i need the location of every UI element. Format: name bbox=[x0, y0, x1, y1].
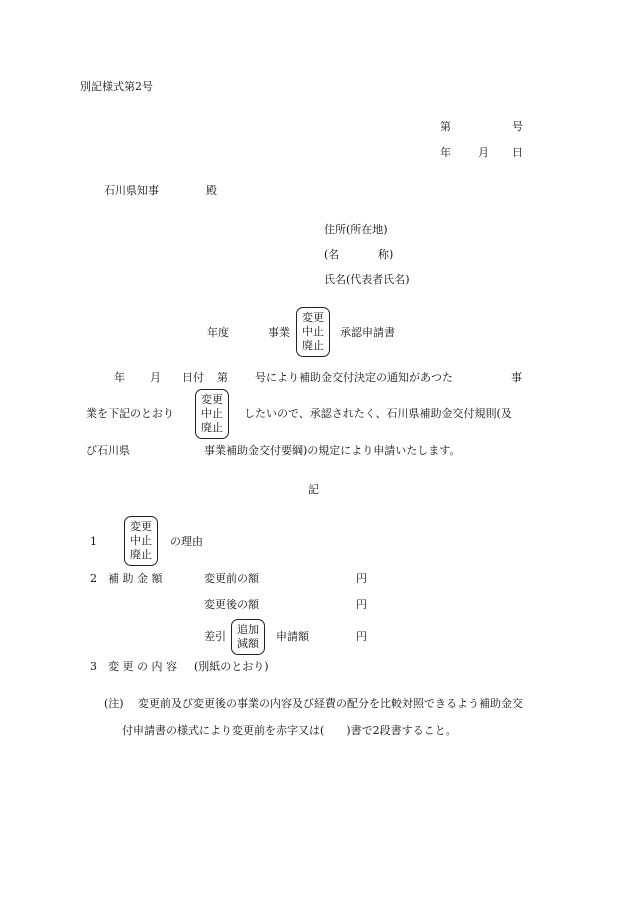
item2-before: 変更前の額 bbox=[204, 572, 259, 585]
item2-before-yen: 円 bbox=[356, 572, 367, 585]
item2-after: 変更後の額 bbox=[204, 598, 259, 611]
item1-text: の理由 bbox=[170, 535, 203, 548]
body-line1-text: 号により補助金交付決定の通知があつた bbox=[255, 371, 453, 384]
body-month: 月 bbox=[150, 371, 161, 384]
choice-cancel: 中止 bbox=[130, 534, 152, 547]
item2-diff: 差引 bbox=[204, 630, 226, 643]
choice-add: 追加 bbox=[237, 623, 259, 636]
choice-change: 変更 bbox=[201, 393, 223, 406]
title-fiscal-year: 年度 bbox=[207, 326, 229, 339]
item2-apply-yen: 円 bbox=[356, 630, 367, 643]
body-dated: 日付 bbox=[182, 371, 204, 384]
applicant-address: 住所(所在地) bbox=[324, 223, 388, 236]
body-choice-brace bbox=[195, 389, 229, 439]
date-year: 年 bbox=[440, 146, 451, 159]
form-number: 別記様式第2号 bbox=[80, 80, 153, 93]
body-line3-prefix: び石川県 bbox=[86, 444, 130, 457]
doc-no-suffix: 号 bbox=[512, 120, 523, 133]
item3-label: 変 更 の 内 容 bbox=[108, 660, 177, 673]
applicant-name-close: 称) bbox=[378, 248, 394, 261]
title-choice-brace bbox=[296, 307, 330, 357]
choice-cancel: 中止 bbox=[201, 407, 223, 420]
title-project: 事業 bbox=[268, 326, 290, 339]
item2-label: 補 助 金 額 bbox=[108, 572, 163, 585]
addressee-name: 石川県知事 bbox=[104, 184, 159, 197]
applicant-name-open: (名 bbox=[324, 248, 340, 261]
note-line2: 付申請書の様式により変更前を赤字又は( )書で2段書すること。 bbox=[122, 724, 457, 737]
body-line2-suffix: したいので、承認されたく、石川県補助金交付規則(及 bbox=[244, 407, 512, 420]
body-line3-suffix: 事業補助金交付要綱)の規定により申請いたします。 bbox=[204, 444, 461, 457]
item1-number: 1 bbox=[90, 535, 97, 548]
choice-change: 変更 bbox=[130, 520, 152, 533]
item2-apply: 申請額 bbox=[276, 630, 309, 643]
item3-number: 3 bbox=[90, 660, 97, 673]
date-month: 月 bbox=[478, 146, 489, 159]
body-ji: 事 bbox=[511, 371, 522, 384]
addressee-honorific: 殿 bbox=[206, 184, 217, 197]
item2-after-yen: 円 bbox=[356, 598, 367, 611]
item2-number: 2 bbox=[90, 572, 97, 585]
choice-reduce: 減額 bbox=[237, 637, 259, 650]
doc-no-prefix: 第 bbox=[440, 120, 451, 133]
item3-note: (別紙のとおり) bbox=[194, 660, 269, 673]
item1-choice-brace bbox=[124, 516, 158, 566]
applicant-person: 氏名(代表者氏名) bbox=[324, 273, 410, 286]
note-line1: 変更前及び変更後の事業の内容及び経費の配分を比較対照できるよう補助金交 bbox=[138, 697, 523, 710]
choice-cancel: 中止 bbox=[302, 325, 324, 338]
body-no: 第 bbox=[217, 371, 228, 384]
choice-change: 変更 bbox=[302, 311, 324, 324]
item2-add-brace bbox=[231, 619, 265, 655]
date-day: 日 bbox=[512, 146, 523, 159]
choice-abolish: 廃止 bbox=[130, 548, 152, 561]
body-year: 年 bbox=[114, 371, 125, 384]
ki-heading: 記 bbox=[308, 483, 319, 496]
title-suffix: 承認申請書 bbox=[340, 326, 395, 339]
choice-abolish: 廃止 bbox=[302, 339, 324, 352]
choice-abolish: 廃止 bbox=[201, 421, 223, 434]
body-line2-prefix: 業を下記のとおり bbox=[86, 407, 174, 420]
note-mark: (注) bbox=[104, 697, 124, 710]
